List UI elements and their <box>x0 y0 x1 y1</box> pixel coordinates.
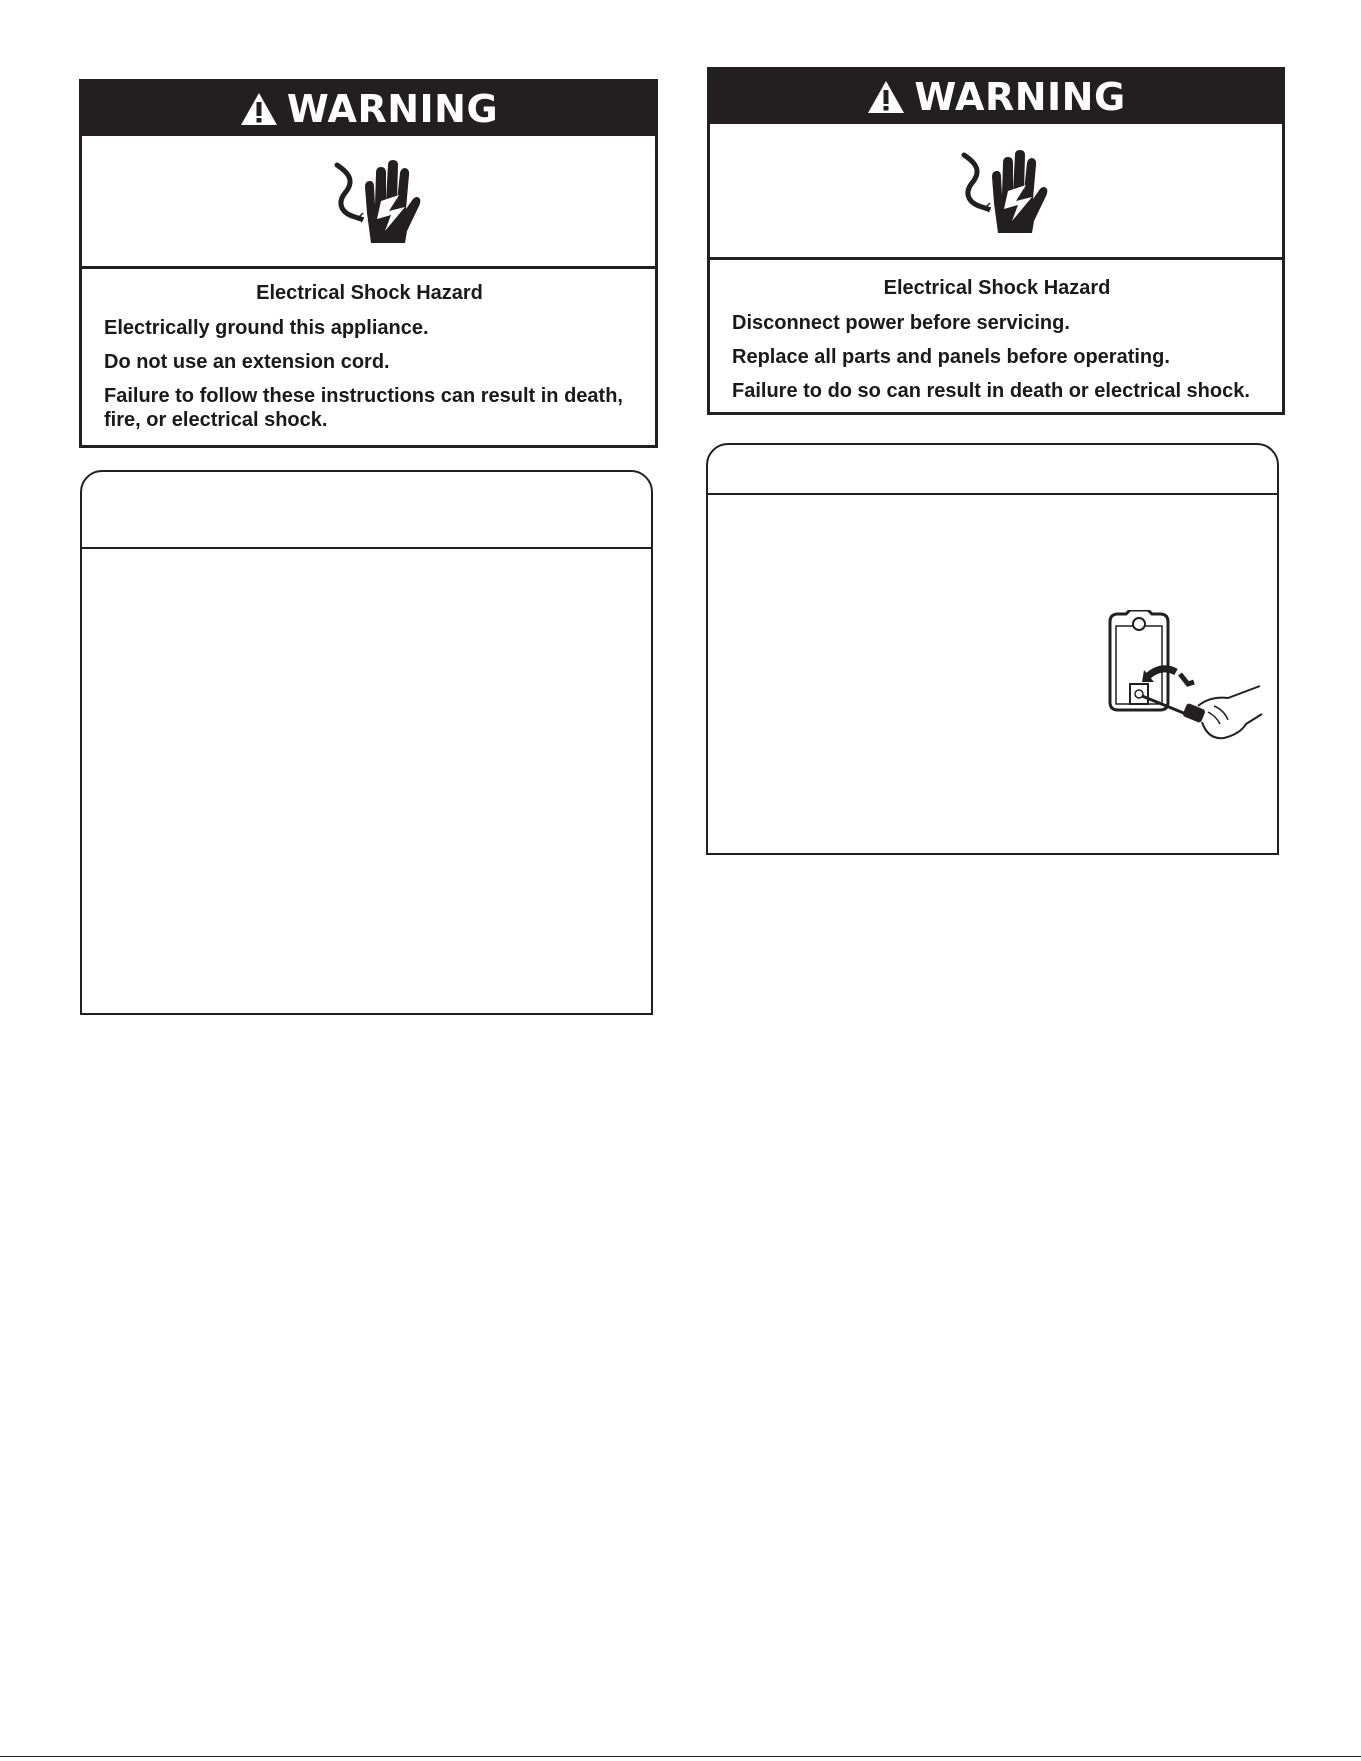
warning-line: Do not use an extension cord. <box>104 351 390 373</box>
warning-box-left <box>79 79 658 448</box>
warning-line: Electrically ground this appliance. <box>104 317 429 339</box>
electric-shock-hand-icon <box>309 151 429 251</box>
instruction-panel-left <box>80 470 653 1015</box>
hazard-icon-area <box>82 136 655 269</box>
hazard-title: Electrical Shock Hazard <box>256 282 483 304</box>
warning-header <box>82 82 655 136</box>
outlet-cover-screwdriver-illustration <box>1090 610 1265 760</box>
warning-line: Failure to follow these instructions can result in death, fire, or electrical shock. <box>104 385 623 431</box>
warning-header <box>710 70 1282 124</box>
panel-divider <box>708 493 1277 495</box>
warning-line: Replace all parts and panels before operating. <box>732 346 1170 368</box>
warning-header-text: WARNING <box>286 87 499 131</box>
warning-triangle-icon <box>866 79 906 115</box>
warning-header-text: WARNING <box>914 75 1126 119</box>
warning-text-block <box>82 269 655 432</box>
warning-triangle-icon <box>239 91 279 127</box>
panel-divider <box>82 547 651 549</box>
hazard-title: Electrical Shock Hazard <box>883 277 1111 299</box>
warning-line: Disconnect power before servicing. <box>732 312 1070 334</box>
warning-box-right <box>707 67 1285 415</box>
electric-shock-hand-icon <box>936 141 1056 241</box>
hazard-icon-area <box>710 124 1282 260</box>
warning-line: Failure to do so can result in death or electrical shock. <box>732 380 1250 402</box>
page-bottom-rule <box>0 1756 1361 1757</box>
warning-text-block <box>710 260 1282 403</box>
